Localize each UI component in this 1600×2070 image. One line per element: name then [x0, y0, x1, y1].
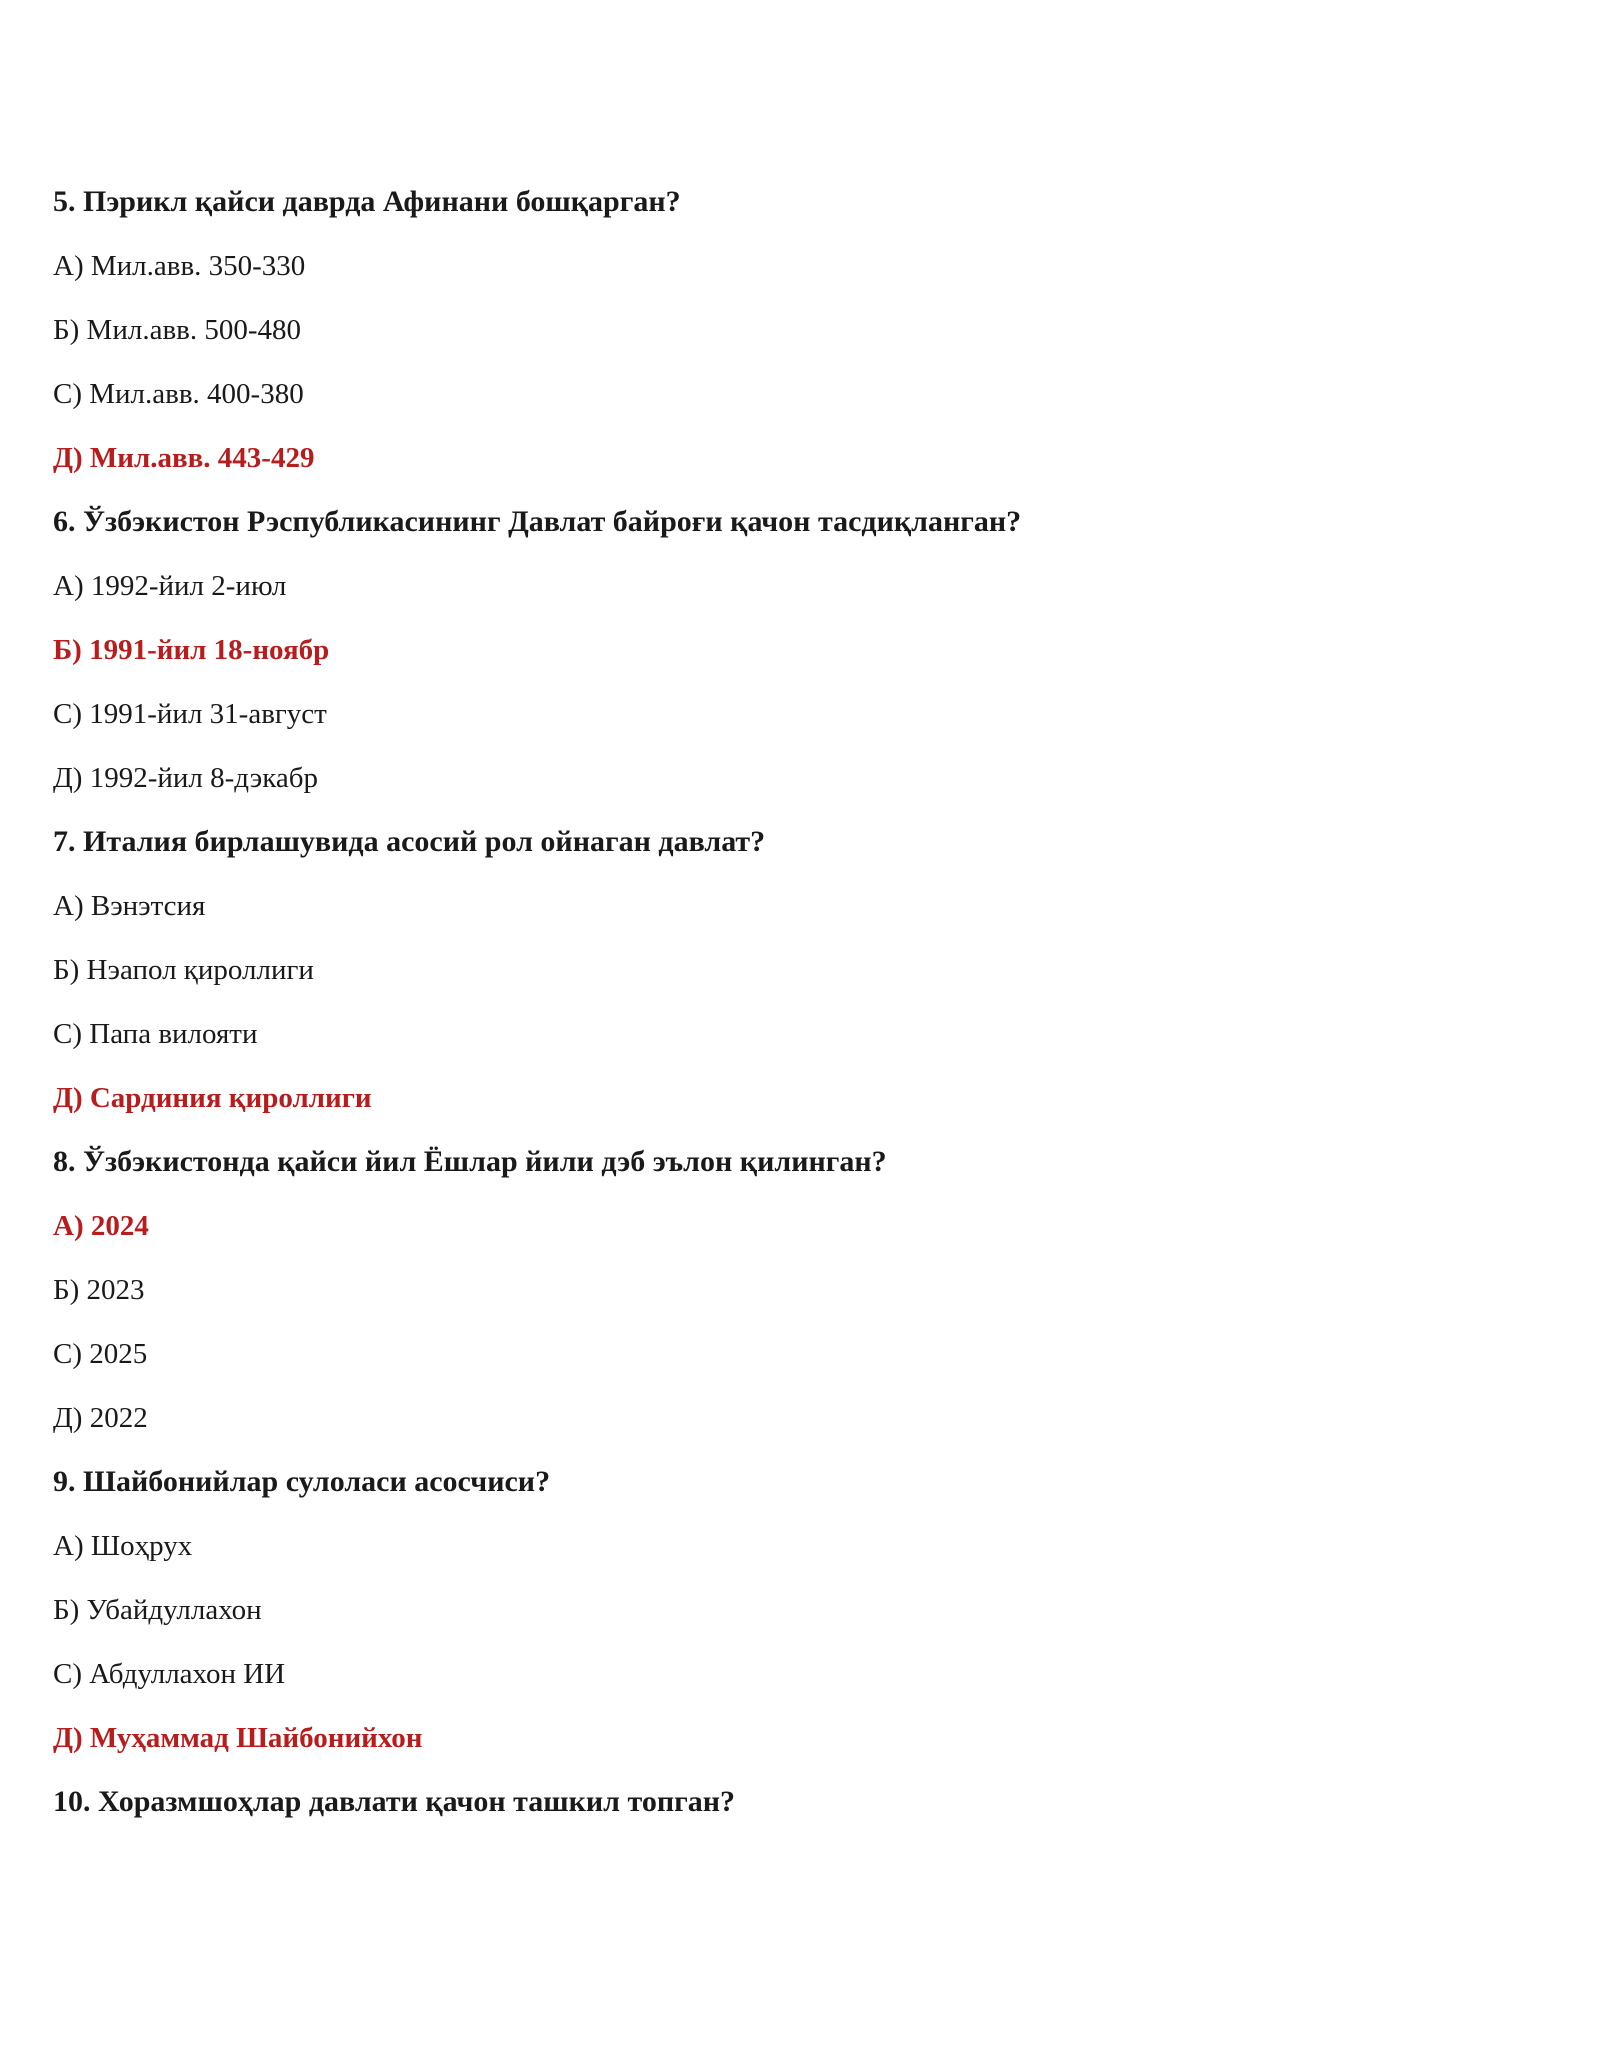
answer-option-d: Д) 2022: [53, 1402, 148, 1434]
answer-option-c: С) Папа вилояти: [53, 1018, 258, 1050]
question-block-6: [53, 504, 1553, 796]
correct-answer-option-d: Д) Мил.авв. 443-429: [53, 442, 315, 474]
question-block-8: [53, 1144, 1553, 1436]
question-block-10: [53, 1784, 1553, 1820]
answer-option-d: Д) 1992-йил 8-дэкабр: [53, 762, 318, 794]
correct-answer-option-d: Д) Муҳаммад Шайбонийхон: [53, 1722, 423, 1754]
answer-option-a: А) Вэнэтсия: [53, 890, 206, 922]
quiz-page: [53, 184, 1553, 1820]
question-text: 9. Шайбонийлар сулоласи асосчиси?: [53, 1465, 551, 1498]
question-block-7: [53, 824, 1553, 1116]
question-text: 8. Ўзбэкистонда қайси йил Ёшлар йили дэб эълон қилинган?: [53, 1145, 887, 1178]
answer-option-a: А) Шоҳрух: [53, 1530, 193, 1562]
correct-answer-option-a: А) 2024: [53, 1210, 149, 1242]
question-text: 10. Хоразмшоҳлар давлати қачон ташкил топган?: [53, 1785, 736, 1818]
answer-option-b: Б) Мил.авв. 500-480: [53, 314, 302, 346]
question-block-5: [53, 184, 1553, 476]
correct-answer-option-b: Б) 1991-йил 18-ноябр: [53, 634, 330, 666]
answer-option-a: А) 1992-йил 2-июл: [53, 570, 287, 602]
question-text: 6. Ўзбэкистон Рэспубликасининг Давлат байроғи қачон тасдиқланган?: [53, 505, 1022, 538]
answer-option-a: А) Мил.авв. 350-330: [53, 250, 306, 282]
answer-option-b: Б) Нэапол қироллиги: [53, 954, 314, 986]
answer-option-c: С) 2025: [53, 1338, 148, 1370]
question-text: 7. Италия бирлашувида асосий рол ойнаган давлат?: [53, 825, 766, 858]
answer-option-b: Б) 2023: [53, 1274, 145, 1306]
answer-option-c: С) Абдуллахон ИИ: [53, 1658, 286, 1690]
answer-option-c: С) Мил.авв. 400-380: [53, 378, 304, 410]
question-text: 5. Пэрикл қайси даврда Афинани бошқарган?: [53, 185, 681, 218]
answer-option-c: С) 1991-йил 31-август: [53, 698, 327, 730]
answer-option-b: Б) Убайдуллахон: [53, 1594, 262, 1626]
correct-answer-option-d: Д) Сардиния қироллиги: [53, 1082, 372, 1114]
question-block-9: [53, 1464, 1553, 1756]
